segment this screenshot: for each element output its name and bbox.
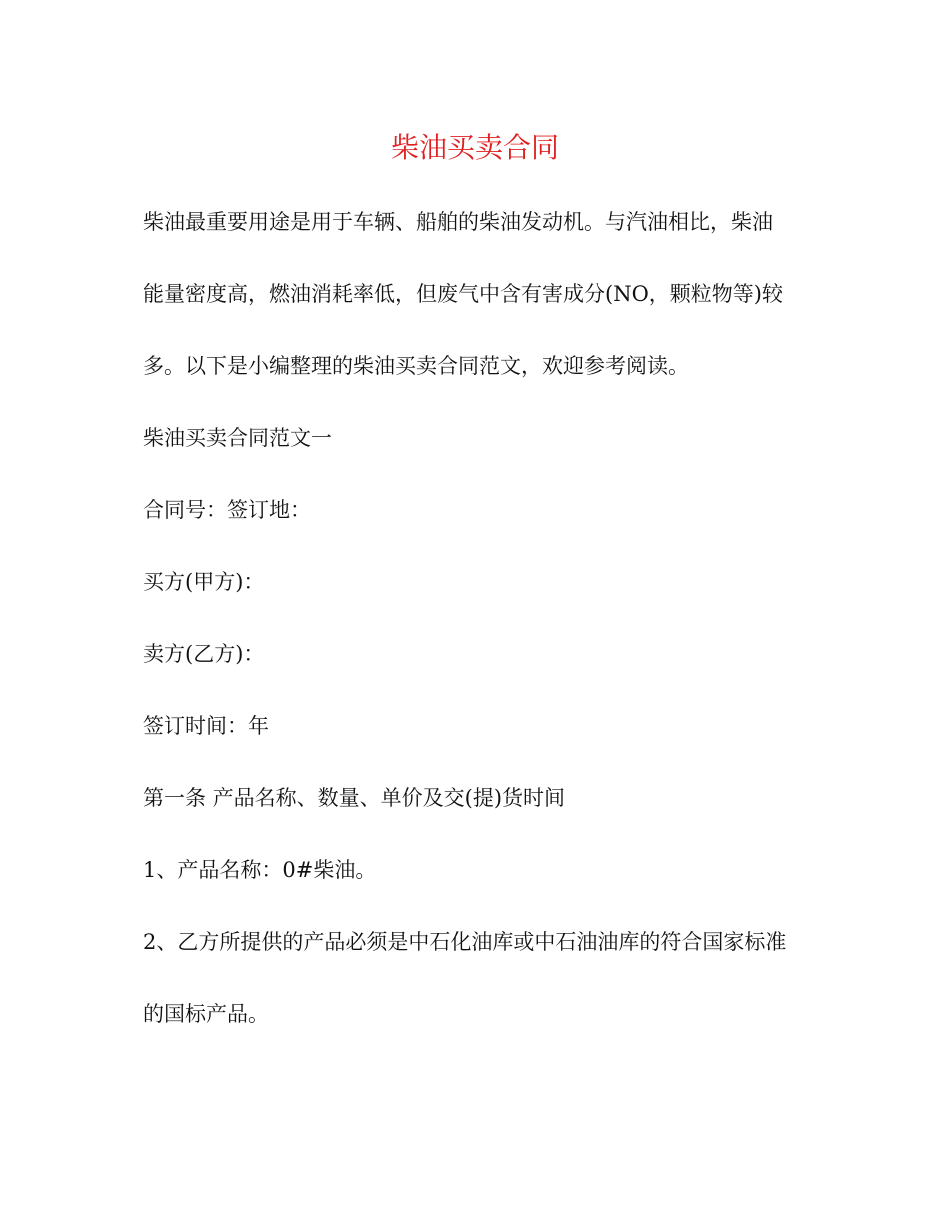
clause-1: 1、产品名称：0#柴油。 <box>143 858 377 882</box>
body-line-intro-1: 柴油最重要用途是用于车辆、船舶的柴油发动机。与汽油相比，柴油 <box>143 210 773 234</box>
article-one-heading: 第一条 产品名称、数量、单价及交(提)货时间 <box>143 786 566 810</box>
buyer-field: 买方(甲方)： <box>143 570 265 594</box>
contract-number-field: 合同号：签订地： <box>143 498 311 522</box>
seller-field: 卖方(乙方)： <box>143 642 265 666</box>
clause-2-line-1: 2、乙方所提供的产品必须是中石化油库或中石油油库的符合国家标准 <box>143 930 787 954</box>
signing-time-field: 签订时间：年 <box>143 714 269 738</box>
document-body <box>143 210 808 1074</box>
section-heading: 柴油买卖合同范文一 <box>143 426 332 450</box>
body-line-intro-2: 能量密度高，燃油消耗率低，但废气中含有害成分(NO，颗粒物等)较 <box>143 282 783 306</box>
clause-2-line-2: 的国标产品。 <box>143 1002 269 1026</box>
body-line-intro-3: 多。以下是小编整理的柴油买卖合同范文，欢迎参考阅读。 <box>143 354 689 378</box>
document-title: 柴油买卖合同 <box>390 131 559 164</box>
